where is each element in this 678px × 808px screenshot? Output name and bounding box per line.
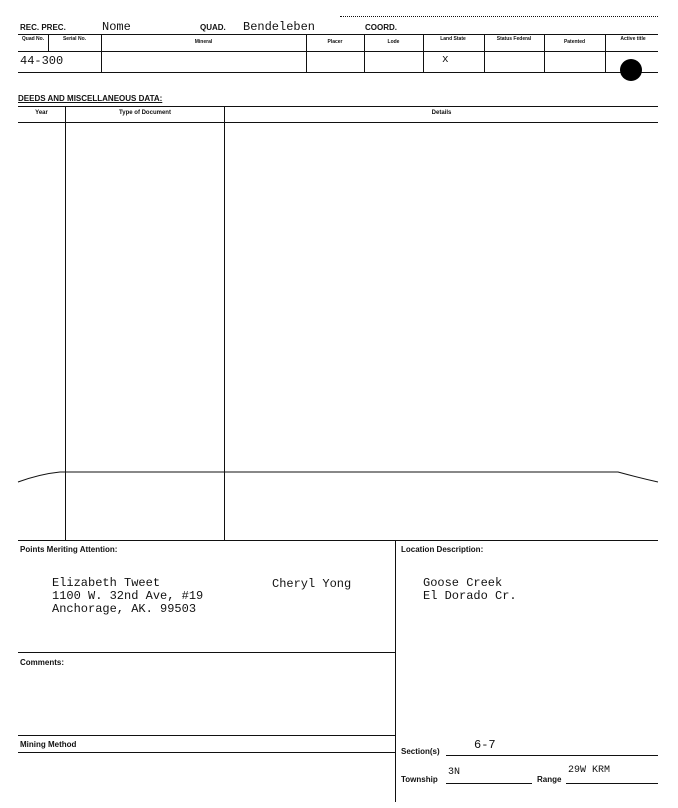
status-table [18, 34, 658, 74]
location-line: Goose Creek [423, 576, 503, 590]
range-value: 29W KRM [568, 765, 611, 776]
col-header-lode: Lode [387, 39, 400, 45]
quad-value: Bendeleben [243, 20, 316, 34]
deeds-section-title: DEEDS AND MISCELLANEOUS DATA: [18, 94, 163, 103]
township-underline [446, 783, 532, 784]
page-fold-line [0, 460, 678, 490]
mining-label: Mining Method [20, 740, 77, 749]
quad-serial-value: 44-300 [20, 54, 64, 68]
location-label: Location Description: [401, 545, 484, 554]
location-lines [423, 577, 517, 603]
points-address [52, 577, 203, 616]
address-line: 1100 W. 32nd Ave, #19 [52, 589, 204, 603]
bottom-center-divider [395, 540, 396, 802]
col-header-active-title: Active title [620, 36, 646, 42]
range-underline [566, 783, 658, 784]
points-other-name: Cheryl Yong [272, 577, 352, 591]
active-title-dot-icon [620, 59, 642, 81]
section-value: 6-7 [474, 738, 496, 752]
col-header-status-federal: Status Federal [496, 36, 532, 42]
table-top-rule [18, 34, 658, 35]
mining-top-rule [18, 735, 395, 736]
address-line: Elizabeth Tweet [52, 576, 161, 590]
township-value: 3N [448, 767, 461, 778]
deeds-col-details: Details [431, 110, 452, 116]
range-label: Range [537, 775, 562, 784]
coord-label: COORD. [365, 23, 397, 32]
rec-prec-label: REC. PREC. [20, 23, 66, 32]
bottom-section-top-rule [18, 540, 658, 541]
col-header-patented: Patented [563, 39, 586, 45]
header-top-rule [340, 16, 658, 17]
table-header-rule [18, 51, 658, 52]
table-bottom-rule [18, 72, 658, 73]
deeds-col-year: Year [35, 110, 48, 116]
points-label: Points Meriting Attention: [20, 545, 118, 554]
col-header-serial-no: Serial No. [62, 36, 87, 42]
land-state-mark: x [442, 54, 449, 66]
address-line: Anchorage, AK. 99503 [52, 602, 197, 616]
col-header-land-state: Land State [440, 36, 466, 42]
mining-under-rule [18, 752, 395, 753]
section-label: Section(s) [401, 747, 440, 756]
deeds-header-rule [18, 122, 658, 123]
deeds-top-rule [18, 106, 658, 107]
comments-label: Comments: [20, 658, 65, 667]
deeds-col-type: Type of Document [119, 110, 171, 116]
quad-label: QUAD. [200, 23, 226, 32]
col-header-placer: Placer [327, 39, 343, 45]
col-header-mineral: Mineral [194, 39, 213, 45]
section-underline [446, 755, 658, 756]
comments-top-rule [18, 652, 395, 653]
col-header-quad-no: Quad No. [21, 36, 45, 42]
rec-prec-value: Nome [102, 20, 131, 34]
township-label: Township [401, 775, 438, 784]
location-line: El Dorado Cr. [423, 589, 517, 603]
